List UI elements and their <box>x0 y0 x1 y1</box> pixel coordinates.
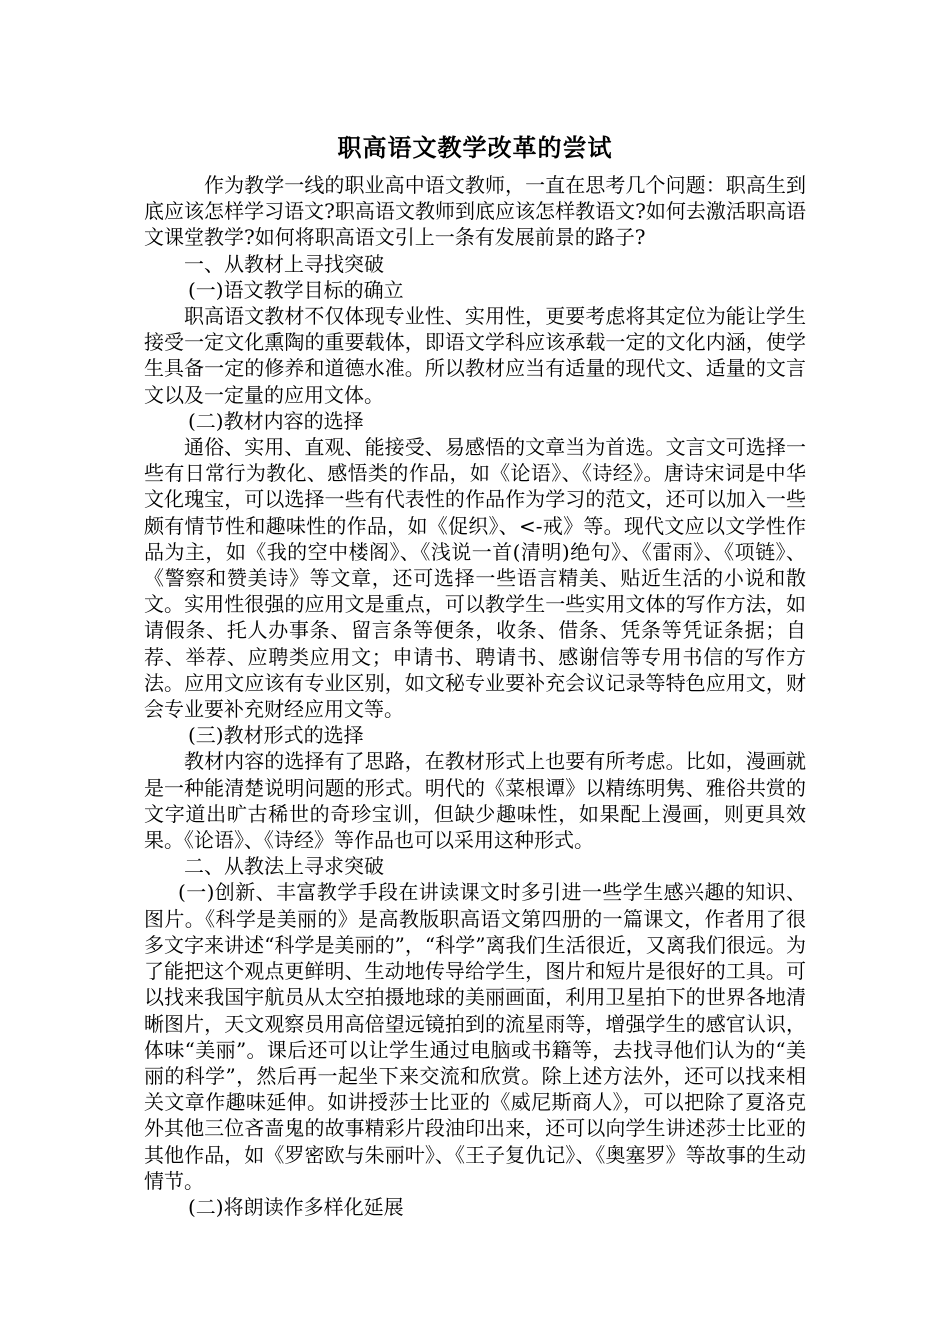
subsection-heading: (三)教材形式的选择 <box>188 723 364 748</box>
paragraph: 职高语文教材不仅体现专业性、实用性，更要考虑将其定位为能让学生接受一定文化熏陶的重要载体，即语文学科应该承载一定的文化内涵，使学生具备一定的修养和道德水准。所以教材应当有适量的现代文、适量的文言文以及一定量的应用文体。 <box>144 304 806 407</box>
document-body <box>144 172 806 1220</box>
subsection-heading: (一)语文教学目标的确立 <box>188 277 404 302</box>
paragraph: (一)创新、丰富教学手段在讲读课文时多引进一些学生感兴趣的知识、图片。《科学是美丽的》是高教版职高语文第四册的一篇课文，作者用了很多文字来讲述“科学是美丽的”，“科学”离我们生活很近，又离我们很远。为了能把这个观点更鲜明、生动地传导给学生，图片和短片是很好的工具。可以找来我国宇航员从太空拍摄地球的美丽画面，利用卫星拍下的世界各地清晰图片，天文观察员用高倍望远镜拍到的流星雨等，增强学生的感官认识，体味“美丽”。课后还可以让学生通过电脑或书籍等，去找寻他们认为的“美丽的科学”，然后再一起坐下来交流和欣赏。除上述方法外，还可以找来相关文章作趣味延伸。如讲授莎士比亚的《威尼斯商人》，可以把除了夏洛克外其他三位吝啬鬼的故事精彩片段油印出来，还可以向学生讲述莎士比亚的其他作品，如《罗密欧与朱丽叶》、《王子复仇记》、《奥塞罗》等故事的生动情节。 <box>144 880 806 1193</box>
document-title: 职高语文教学改革的尝试 <box>337 134 613 162</box>
paragraph: 教材内容的选择有了思路，在教材形式上也要有所考虑。比如，漫画就是一种能清楚说明问题的形式。明代的《菜根谭》以精练明隽、雅俗共赏的文字道出旷古稀世的奇珍宝训，但缺少趣味性，如果配上漫画，则更具效果。《论语》、《诗经》等作品也可以采用这种形式。 <box>144 749 806 853</box>
subsection-heading: (二)将朗读作多样化延展 <box>188 1194 404 1219</box>
paragraph: 作为教学一线的职业高中语文教师，一直在思考几个问题：职高生到底应该怎样学习语文?职高语文教师到底应该怎样教语文?如何去激活职高语文课堂教学?如何将职高语文引上一条有发展前景的路子? <box>144 173 806 250</box>
document-page <box>144 130 806 1220</box>
paragraph: 通俗、实用、直观、能接受、易感悟的文章当为首选。文言文可选择一些有日常行为教化、感悟类的作品，如《论语》、《诗经》。唐诗宋词是中华文化瑰宝，可以选择一些有代表性的作品作为学习的范文，还可以加入一些颇有情节性和趣味性的作品，如《促织》、<-戒》等。现代文应以文学性作品为主，如《我的空中楼阁》、《浅说一首(清明)绝句》、《雷雨》、《项链》、《警察和赞美诗》等文章，还可选择一些语言精美、贴近生活的小说和散文。实用性很强的应用文是重点，可以教学生一些实用文体的写作方法，如请假条、托人办事条、留言条等便条，收条、借条、凭条等凭证条据；自荐、举荐、应聘类应用文；申请书、聘请书、感谢信等专用书信的写作方法。应用文应该有专业区别，如文秘专业要补充会议记录等特色应用文，财会专业要补充财经应用文等。 <box>144 435 806 722</box>
subsection-heading: (二)教材内容的选择 <box>188 408 364 433</box>
section-heading: 二、从教法上寻求突破 <box>184 854 384 879</box>
section-heading: 一、从教材上寻找突破 <box>184 251 384 276</box>
